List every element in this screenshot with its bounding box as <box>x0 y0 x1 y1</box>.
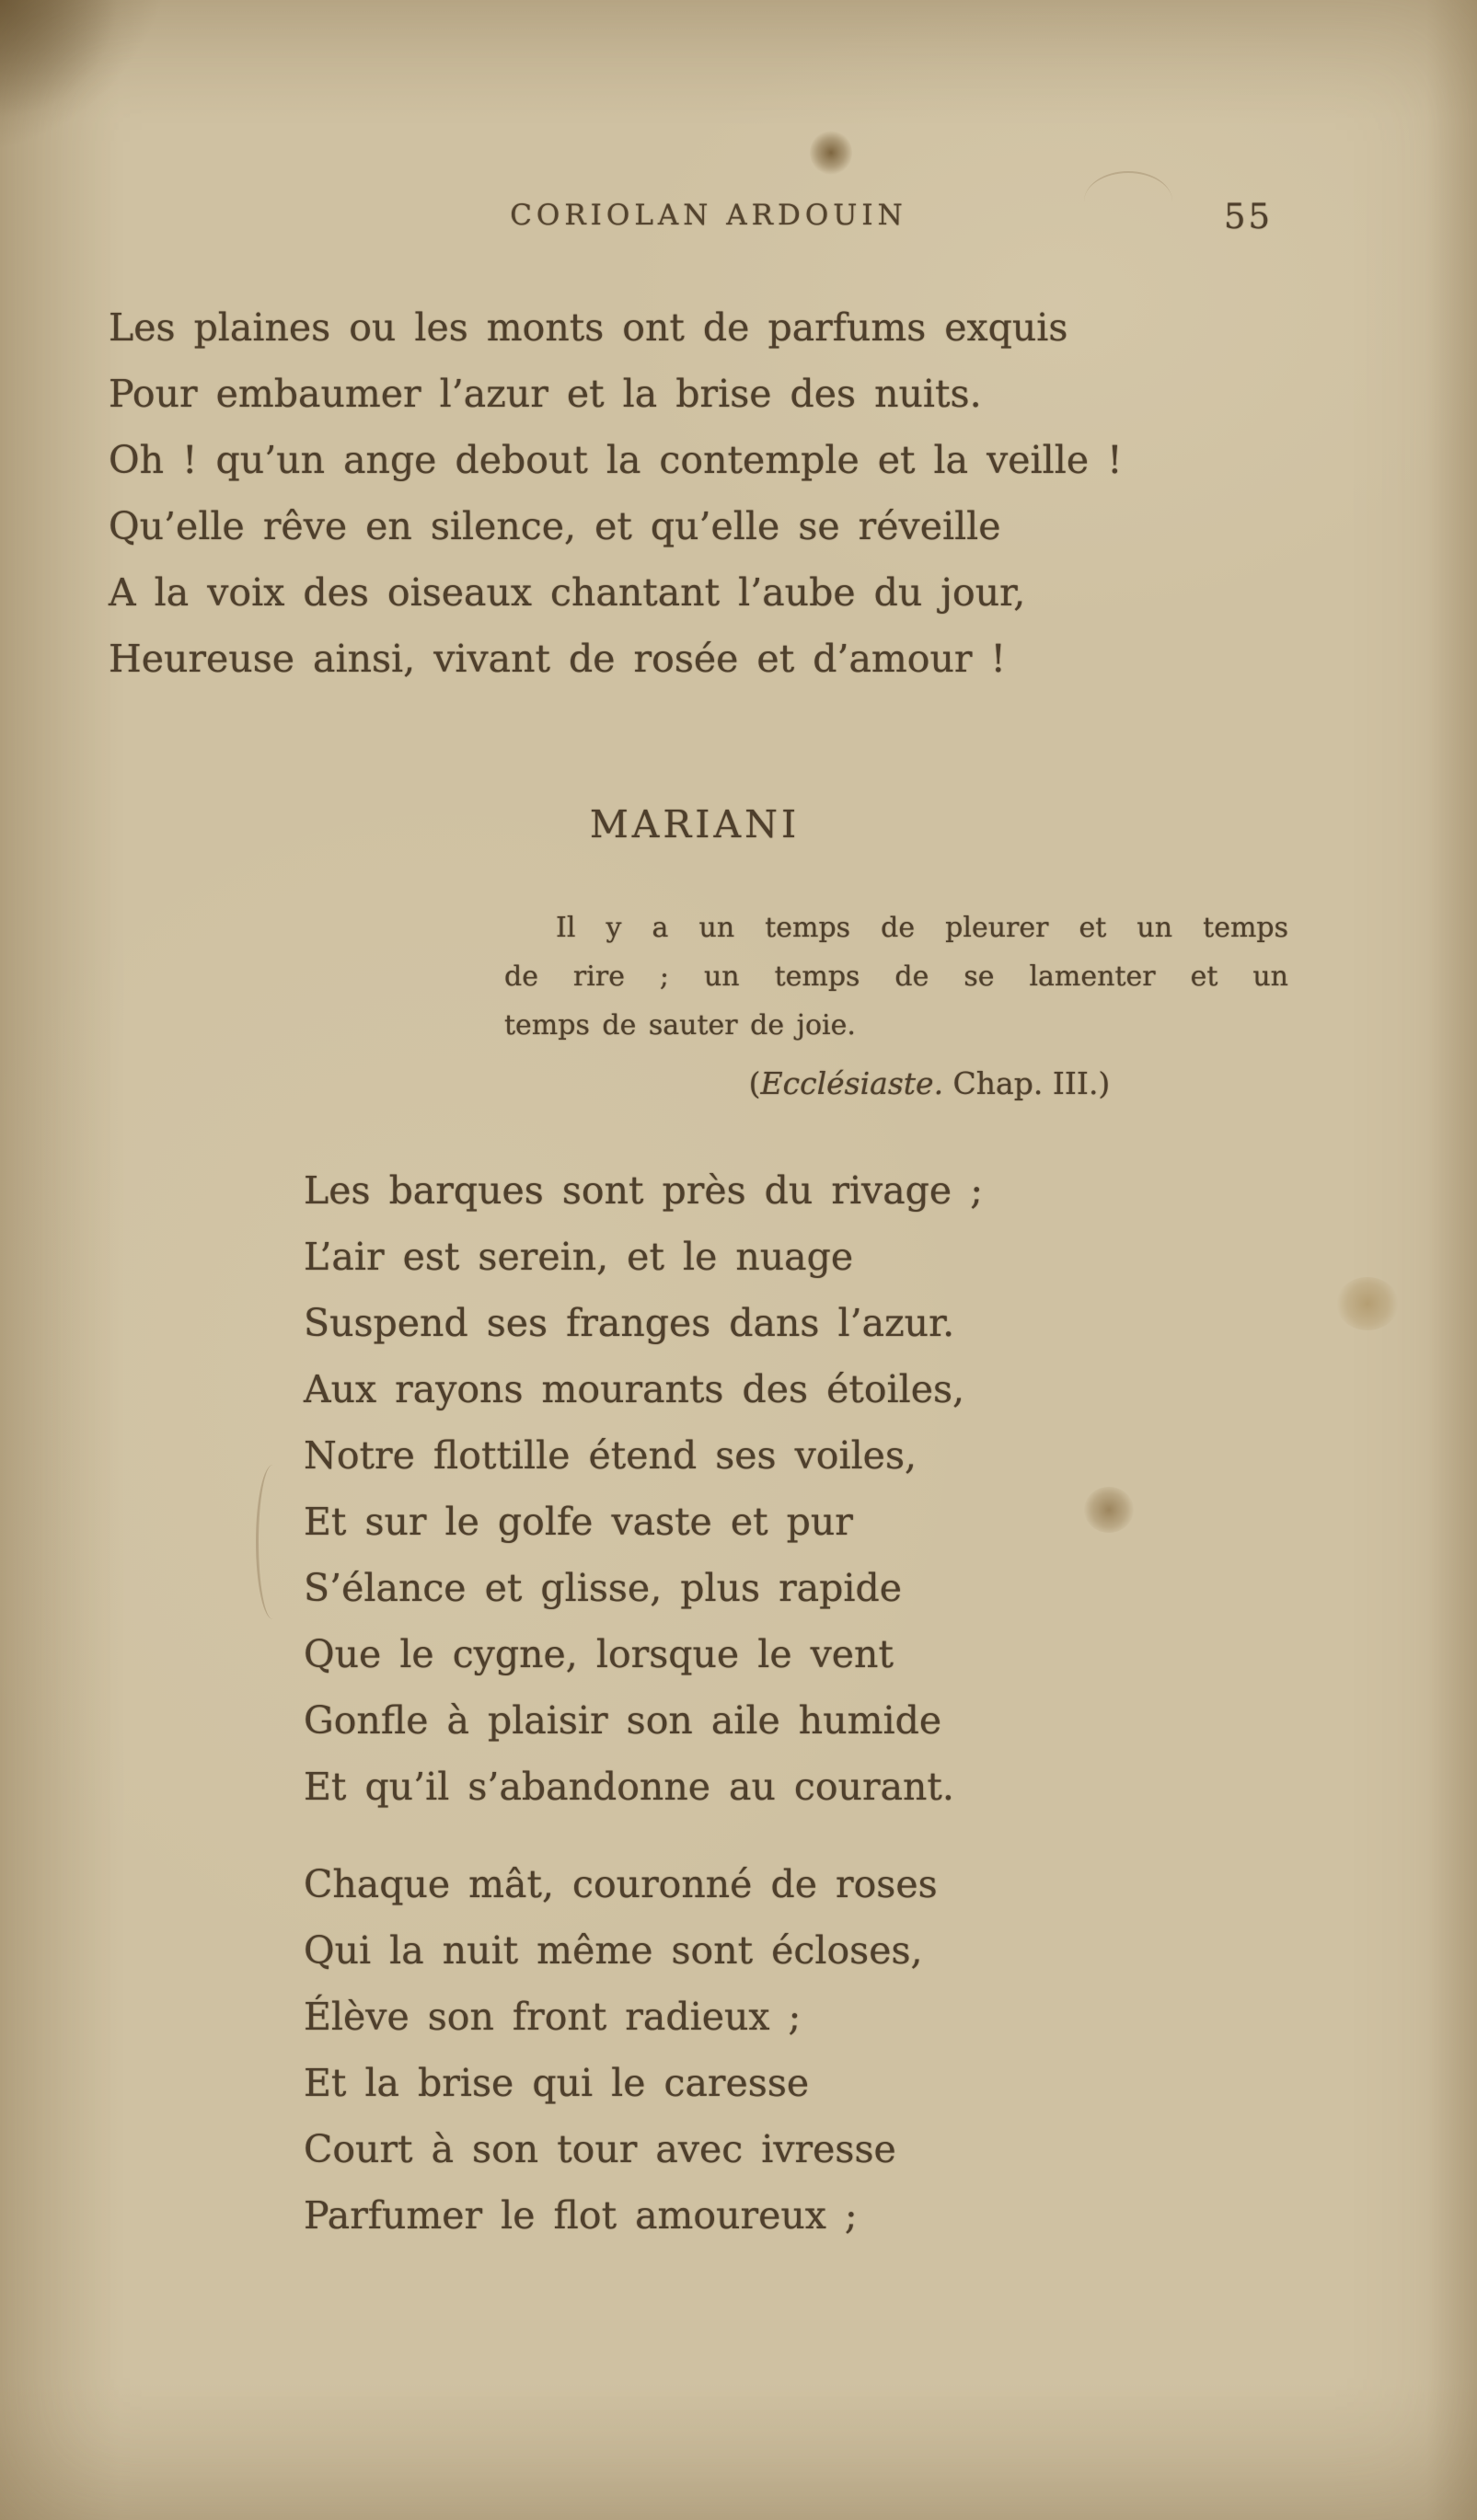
epigraph-line: de rire ; un temps de se lamenter et un <box>504 961 1288 993</box>
verse-line: Gonfle à plaisir son aile humide <box>304 1698 942 1743</box>
poem-stanza-1 <box>304 1157 983 1820</box>
verse-line: Et la brise qui le caresse <box>304 2061 810 2105</box>
verse-line: S’élance et glisse, plus rapide <box>304 1566 903 1610</box>
verse-line: Parfumer le flot amoureux ; <box>304 2193 858 2238</box>
verse-line: Aux rayons mourants des étoiles, <box>304 1367 965 1411</box>
verse-line: Et qu’il s’abandonne au courant. <box>304 1765 954 1809</box>
running-header-title: CORIOLAN ARDOUIN <box>510 199 907 232</box>
ink-smudge <box>810 131 852 175</box>
page-number: 55 <box>1224 197 1274 236</box>
verse-line: Heureuse ainsi, vivant de rosée et d’amour ! <box>109 637 1007 681</box>
verse-line: Élève son front radieux ; <box>304 1995 802 2039</box>
poem-stanza-2 <box>304 1851 938 2249</box>
attribution-source: Ecclésiaste. <box>760 1065 944 1101</box>
verse-line: Et sur le golfe vaste et pur <box>304 1500 853 1544</box>
verse-line: Qui la nuit même sont écloses, <box>304 1928 923 1973</box>
verse-line: A la voix des oiseaux chantant l’aube du jour, <box>109 570 1026 615</box>
verse-line: Les plaines ou les monts ont de parfums exquis <box>109 305 1068 350</box>
epigraph <box>504 903 1288 1050</box>
foxing-spot <box>1336 1277 1399 1330</box>
verse-line: Oh ! qu’un ange debout la contemple et la veille ! <box>109 438 1123 482</box>
epigraph-attribution <box>571 1065 1288 1101</box>
continuation-stanza <box>109 294 1123 692</box>
foxing-spot <box>1084 1487 1134 1533</box>
verse-line: Qu’elle rêve en silence, et qu’elle se réveille <box>109 504 1001 548</box>
poem-title: MARIANI <box>589 802 801 846</box>
pencil-mark <box>256 1465 290 1619</box>
verse-line: Court à son tour avec ivresse <box>304 2127 896 2171</box>
attribution-chapter: Chap. III.) <box>943 1065 1111 1101</box>
verse-line: Notre flottille étend ses voiles, <box>304 1433 917 1478</box>
epigraph-line: temps de sauter de joie. <box>504 1009 856 1041</box>
verse-line: Que le cygne, lorsque le vent <box>304 1632 894 1676</box>
verse-line: Les barques sont près du rivage ; <box>304 1168 984 1213</box>
attribution-paren: ( <box>748 1065 761 1101</box>
verse-line: Chaque mât, couronné de roses <box>304 1862 938 1906</box>
verse-line: Pour embaumer l’azur et la brise des nuits. <box>109 372 982 416</box>
verse-line: L’air est serein, et le nuage <box>304 1235 854 1279</box>
epigraph-line: Il y a un temps de pleurer et un temps <box>556 912 1288 944</box>
verse-line: Suspend ses franges dans l’azur. <box>304 1301 955 1345</box>
